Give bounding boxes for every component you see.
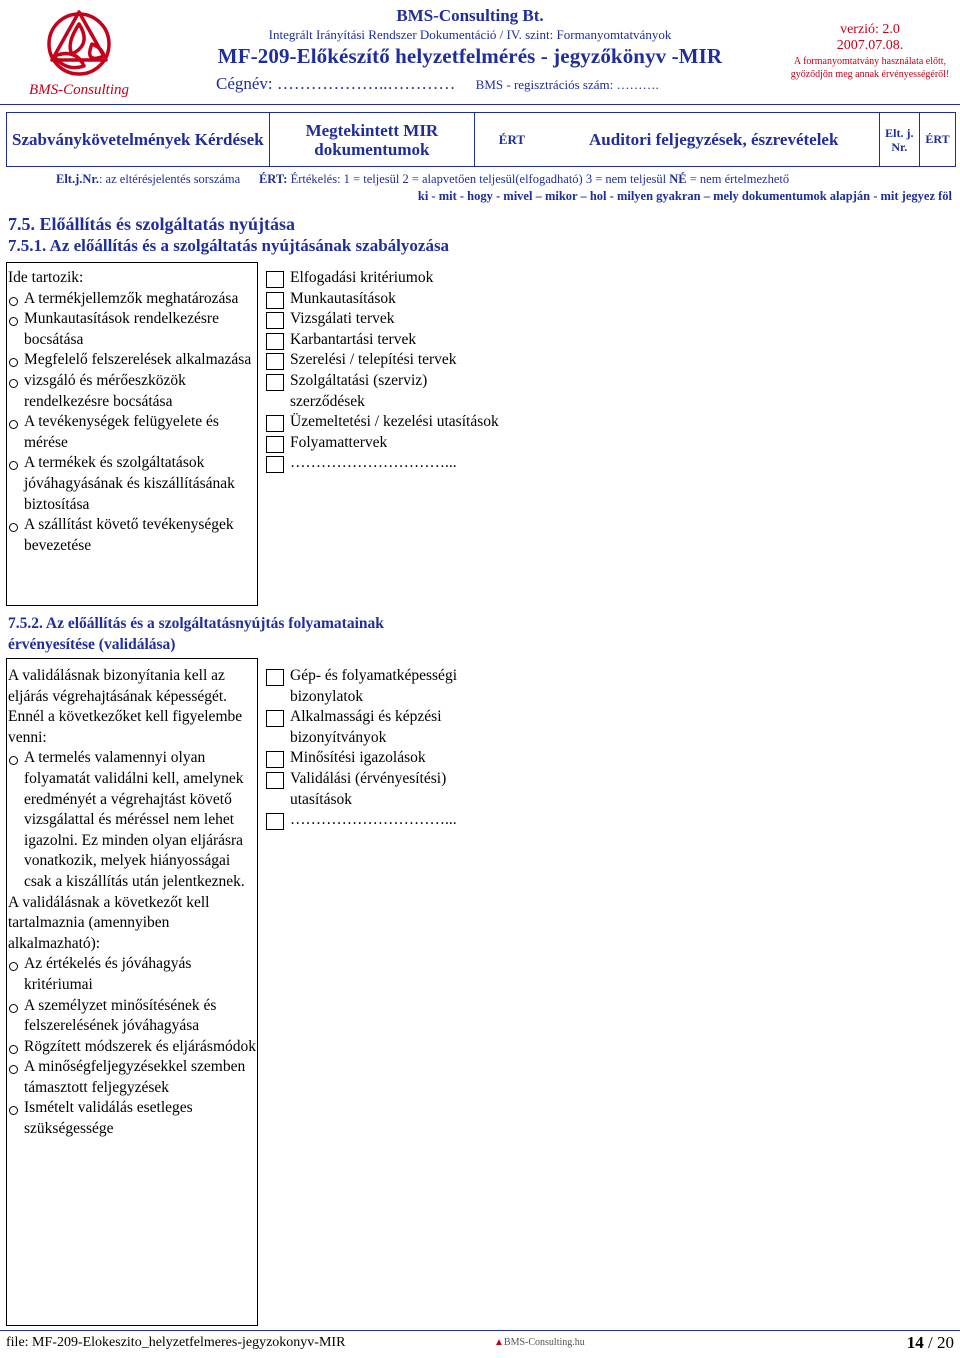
checkbox-item[interactable]: Minősítési igazolások bbox=[266, 748, 506, 769]
legend-ne-key: NÉ bbox=[669, 172, 687, 186]
legend-ne-text: = nem értelmezhető bbox=[686, 172, 790, 186]
footer-file-name: file: MF-209-Elokeszito_helyzetfelmeres-jegyzokonyv-MIR bbox=[6, 1335, 346, 1350]
list-item: Rögzített módszerek és eljárásmódok bbox=[8, 1037, 258, 1058]
list-item: A termelés valamennyi olyan folyamatát validálni kell, amelynek eredményét a végrehajtást követő vizsgálattal és méréssel nem lehet igazolni. Ez minden olyan eljárásra vonatkozik, melyek hiányosságai csak a kiszállítás után jelentkeznek. bbox=[8, 748, 258, 892]
company-name-row bbox=[216, 74, 659, 94]
page-number: 14 / 20 bbox=[906, 1333, 954, 1352]
list-item: Ismételt validálás esetleges szükségessége bbox=[8, 1098, 258, 1139]
checkbox-item[interactable]: Gép- és folyamatképességi bizonylatok bbox=[266, 666, 506, 707]
page-current: 14 bbox=[906, 1333, 924, 1352]
checkbox-item[interactable]: Vizsgálati tervek bbox=[266, 309, 506, 330]
block1-list bbox=[8, 289, 258, 557]
checkbox-item[interactable]: Munkautasítások bbox=[266, 289, 506, 310]
col-ert: ÉRT bbox=[475, 113, 549, 167]
header-right bbox=[782, 22, 958, 81]
company-title: BMS-Consulting Bt. bbox=[396, 6, 544, 25]
list-item: Munkautasítások rendelkezésre bocsátása bbox=[8, 309, 258, 350]
checkbox-item[interactable]: …………………………... bbox=[266, 810, 506, 831]
requirements-text-2 bbox=[8, 666, 258, 1140]
col-documents: Megtekintett MIR dokumentumok bbox=[269, 113, 474, 167]
list-item: A minőségfeljegyzésekkel szemben támasztott feljegyzések bbox=[8, 1057, 258, 1098]
block2-intro: A validálásnak bizonyítania kell az eljárás végrehajtásának képességét. Ennél a következőket kell figyelembe venni: bbox=[8, 667, 243, 746]
section-7-5-2-title: 7.5.2. Az előállítás és a szolgáltatásnyújtás folyamatainak érvényesítése (validálása) bbox=[8, 615, 384, 653]
form-title: MF-209-Előkészítő helyzetfelmérés - jegyzőkönyv -MIR bbox=[217, 44, 723, 68]
block1-intro: Ide tartozik: bbox=[8, 269, 84, 286]
header-center bbox=[160, 6, 780, 69]
list-item: A személyzet minősítésének és felszerelésének jóváhagyása bbox=[8, 996, 258, 1037]
checkbox-item[interactable]: Validálási (érvényesítési) utasítások bbox=[266, 769, 506, 810]
footer-site bbox=[494, 1337, 585, 1348]
list-item: A szállítást követő tevékenységek bevezetése bbox=[8, 515, 258, 556]
company-name-label: Cégnév: ………………..………… bbox=[216, 74, 460, 93]
documents-checklist-1 bbox=[266, 268, 506, 474]
checkbox-item[interactable]: Karbantartási tervek bbox=[266, 330, 506, 351]
list-item: A termékek és szolgáltatások jóváhagyásának és kiszállításának biztosítása bbox=[8, 453, 258, 515]
system-title: Integrált Irányítási Rendszer Dokumentáció / IV. szint: Formanyomtatványok bbox=[268, 27, 672, 42]
legend-line-2: ki - mit - hogy - mivel – mikor – hol - milyen gyakran – mely dokumentumok alapján - mit jegyez föl bbox=[417, 189, 952, 203]
list-item: Az értékelés és jóváhagyás kritériumai bbox=[8, 954, 258, 995]
list-item: Megfelelő felszerelések alkalmazása bbox=[8, 350, 258, 371]
company-logo bbox=[14, 4, 144, 100]
legend-line-1 bbox=[56, 172, 789, 187]
validity-note: A formanyomtatvány használata előtt, győződjön meg annak érvényességéről! bbox=[790, 56, 950, 80]
header-divider bbox=[0, 104, 960, 105]
logo-text: BMS-Consulting bbox=[29, 82, 129, 98]
col-elt-nr: Elt. j. Nr. bbox=[879, 113, 919, 167]
legend-ert-key: ÉRT: bbox=[258, 172, 288, 186]
section-7-5-title: 7.5. Előállítás és szolgáltatás nyújtása bbox=[8, 214, 296, 234]
legend-ert-text: Értékelés: 1 = teljesül 2 = alapvetően teljesül(elfogadható) 3 = nem teljesül bbox=[287, 172, 670, 186]
list-item: vizsgáló és mérőeszközök rendelkezésre bocsátása bbox=[8, 371, 258, 412]
col-requirements: Szabványkövetelmények Kérdések bbox=[7, 113, 270, 167]
section-7-5-1-title: 7.5.1. Az előállítás és a szolgáltatás nyújtásának szabályozása bbox=[8, 236, 450, 255]
documents-checklist-2 bbox=[266, 666, 506, 831]
legend-elt-text: : az eltérésjelentés sorszáma bbox=[98, 172, 241, 186]
block2-list-1 bbox=[8, 748, 258, 892]
registration-label: BMS - regisztrációs szám: ………. bbox=[475, 77, 659, 92]
col-auditor-notes: Auditori feljegyzések, észrevételek bbox=[549, 113, 879, 167]
list-item: A termékjellemzők meghatározása bbox=[8, 289, 258, 310]
block2-mid: A validálásnak a következőt kell tartalmaznia (amennyiben alkalmazható): bbox=[8, 893, 210, 952]
list-item: A tevékenységek felügyelete és mérése bbox=[8, 412, 258, 453]
checkbox-item[interactable]: Üzemeltetési / kezelési utasítások bbox=[266, 412, 506, 433]
checkbox-item[interactable]: Szolgáltatási (szerviz) szerződések bbox=[266, 371, 506, 412]
date-label: 2007.07.08. bbox=[836, 38, 904, 53]
col-ert-2: ÉRT bbox=[919, 113, 955, 167]
checkbox-item[interactable]: Elfogadási kritériumok bbox=[266, 268, 506, 289]
checklist bbox=[266, 666, 506, 831]
version-label: verzió: 2.0 bbox=[840, 22, 900, 37]
checkbox-item[interactable]: Alkalmassági és képzési bizonyítványok bbox=[266, 707, 506, 748]
site-logo-icon: ▲ bbox=[494, 1337, 504, 1348]
requirements-text-1 bbox=[8, 268, 258, 556]
checklist bbox=[266, 268, 506, 474]
checkbox-item[interactable]: Folyamattervek bbox=[266, 433, 506, 454]
page-total: 20 bbox=[937, 1333, 954, 1352]
block2-list-2 bbox=[8, 954, 258, 1139]
checkbox-item[interactable]: Szerelési / telepítési tervek bbox=[266, 350, 506, 371]
column-header-table bbox=[6, 112, 956, 167]
legend-elt-key: Elt.j.Nr. bbox=[56, 172, 99, 186]
footer-divider bbox=[0, 1330, 960, 1331]
footer-site-text: BMS-Consulting.hu bbox=[503, 1337, 585, 1348]
checkbox-item[interactable]: …………………………... bbox=[266, 453, 506, 474]
